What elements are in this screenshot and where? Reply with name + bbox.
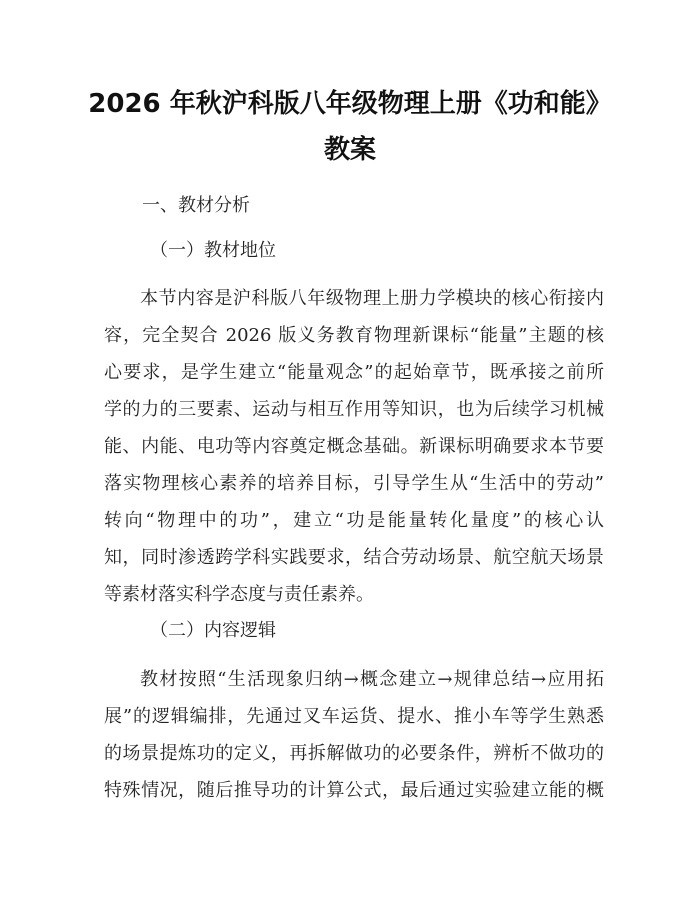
subsection-heading-content-logic: （二）内容逻辑: [150, 620, 276, 641]
subsection-heading-textbook-position: （一）教材地位: [150, 240, 276, 261]
paragraph-textbook-position: [104, 280, 604, 613]
paragraph-line: 特殊情况，随后推导功的计算公式，最后通过实验建立能的概: [104, 780, 604, 801]
document-title: 2026 年秋沪科版八年级物理上册《功和能》: [88, 89, 612, 119]
document-title-continued: 教案: [323, 135, 376, 165]
paragraph-line: 展”的逻辑编排，先通过叉车运货、提水、推小车等学生熟悉: [104, 706, 604, 727]
paragraph-line: 等素材落实科学态度与责任素养。: [104, 584, 374, 605]
paragraph-content-logic: [104, 661, 604, 809]
section-heading-textbook-analysis: 一、教材分析: [142, 195, 250, 216]
paragraph-line: 容，完全契合 2026 版义务教育物理新课标“能量”主题的核: [104, 325, 604, 346]
paragraph-line: 学的力的三要素、运动与相互作用等知识，也为后续学习机械: [104, 399, 604, 420]
paragraph-line: 教材按照“生活现象归纳→概念建立→规律总结→应用拓: [140, 669, 604, 690]
paragraph-line: 心要求，是学生建立“能量观念”的起始章节，既承接之前所: [104, 362, 604, 383]
paragraph-line: 能、内能、电功等内容奠定概念基础。新课标明确要求本节要: [104, 436, 604, 457]
paragraph-line: 转向“物理中的功”，建立“功是能量转化量度”的核心认: [104, 510, 604, 531]
paragraph-line: 的场景提炼功的定义，再拆解做功的必要条件，辨析不做功的: [104, 743, 604, 764]
paragraph-line: 本节内容是沪科版八年级物理上册力学模块的核心衔接内: [140, 288, 604, 309]
paragraph-line: 知，同时渗透跨学科实践要求，结合劳动场景、航空航天场景: [104, 547, 604, 568]
paragraph-line: 落实物理核心素养的培养目标，引导学生从“生活中的劳动”: [104, 473, 604, 494]
